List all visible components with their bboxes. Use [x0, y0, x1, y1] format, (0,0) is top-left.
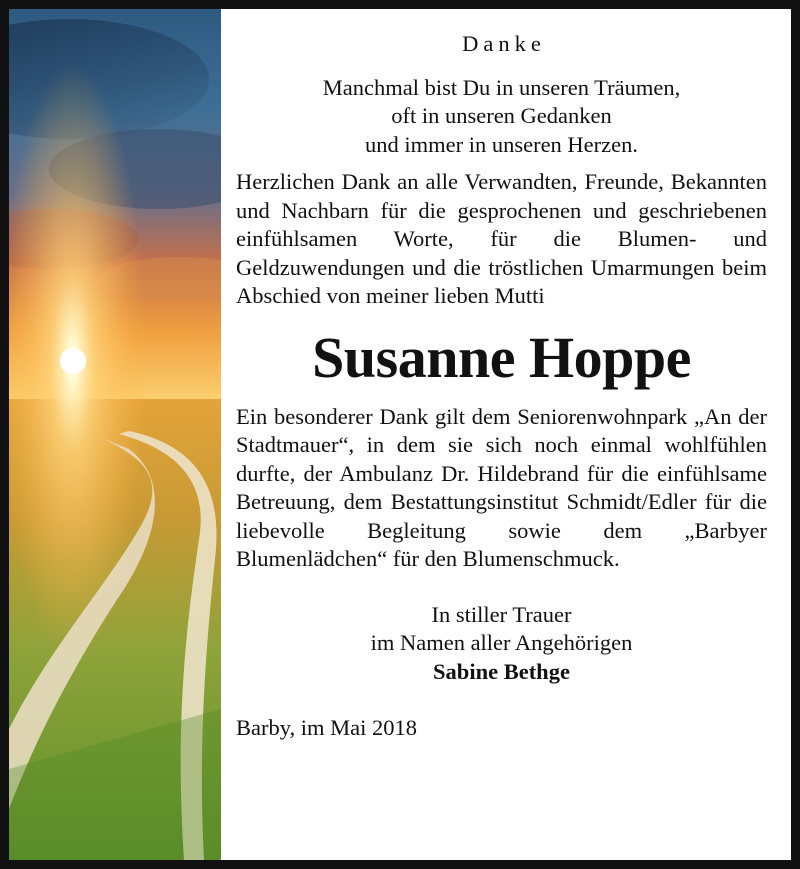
thanks-paragraph: Herzlichen Dank an alle Verwandten, Freunde, Bekannten und Nachbarn für die gesprochenen und geschriebenen einfühlsamen Worte, für die Blumen- und Geldzuwendungen und die tröstlichen Umarmungen beim Abschied von meiner lieben Mutti	[236, 169, 767, 308]
closing-line: In stiller Trauer	[431, 601, 572, 627]
sun-icon	[60, 348, 86, 374]
closing-line: im Namen aller Angehörigen	[370, 630, 633, 655]
sunset-field-path-illustration	[9, 9, 221, 860]
sunset-field-path-image	[9, 9, 221, 860]
deceased-name: Susanne Hoppe	[312, 324, 691, 390]
poem-line: und immer in unseren Herzen.	[364, 131, 639, 157]
poem	[236, 74, 767, 160]
closing	[236, 601, 767, 687]
place-date: Barby, im Mai 2018	[236, 715, 418, 740]
signer-name: Sabine Bethge	[433, 658, 570, 684]
poem-line: oft in unseren Gedanken	[391, 103, 612, 128]
special-thanks-paragraph: Ein besonderer Dank gilt dem Seniorenwohnpark „An der Stadtmauer“, in dem sie sich noch einmal wohlfühlen durfte, der Ambulanz Dr. Hildebrand für die einfühlsame Betreuung, dem Bestattungsinstitut Schmidt/Edler für die liebevolle Begleitung sowie dem „Barbyer Blumenlädchen“ für den Blumenschmuck.	[236, 403, 767, 571]
notice-title: Danke	[462, 31, 546, 56]
poem-line: Manchmal bist Du in unseren Träumen,	[322, 74, 681, 100]
notice-text	[236, 30, 767, 743]
